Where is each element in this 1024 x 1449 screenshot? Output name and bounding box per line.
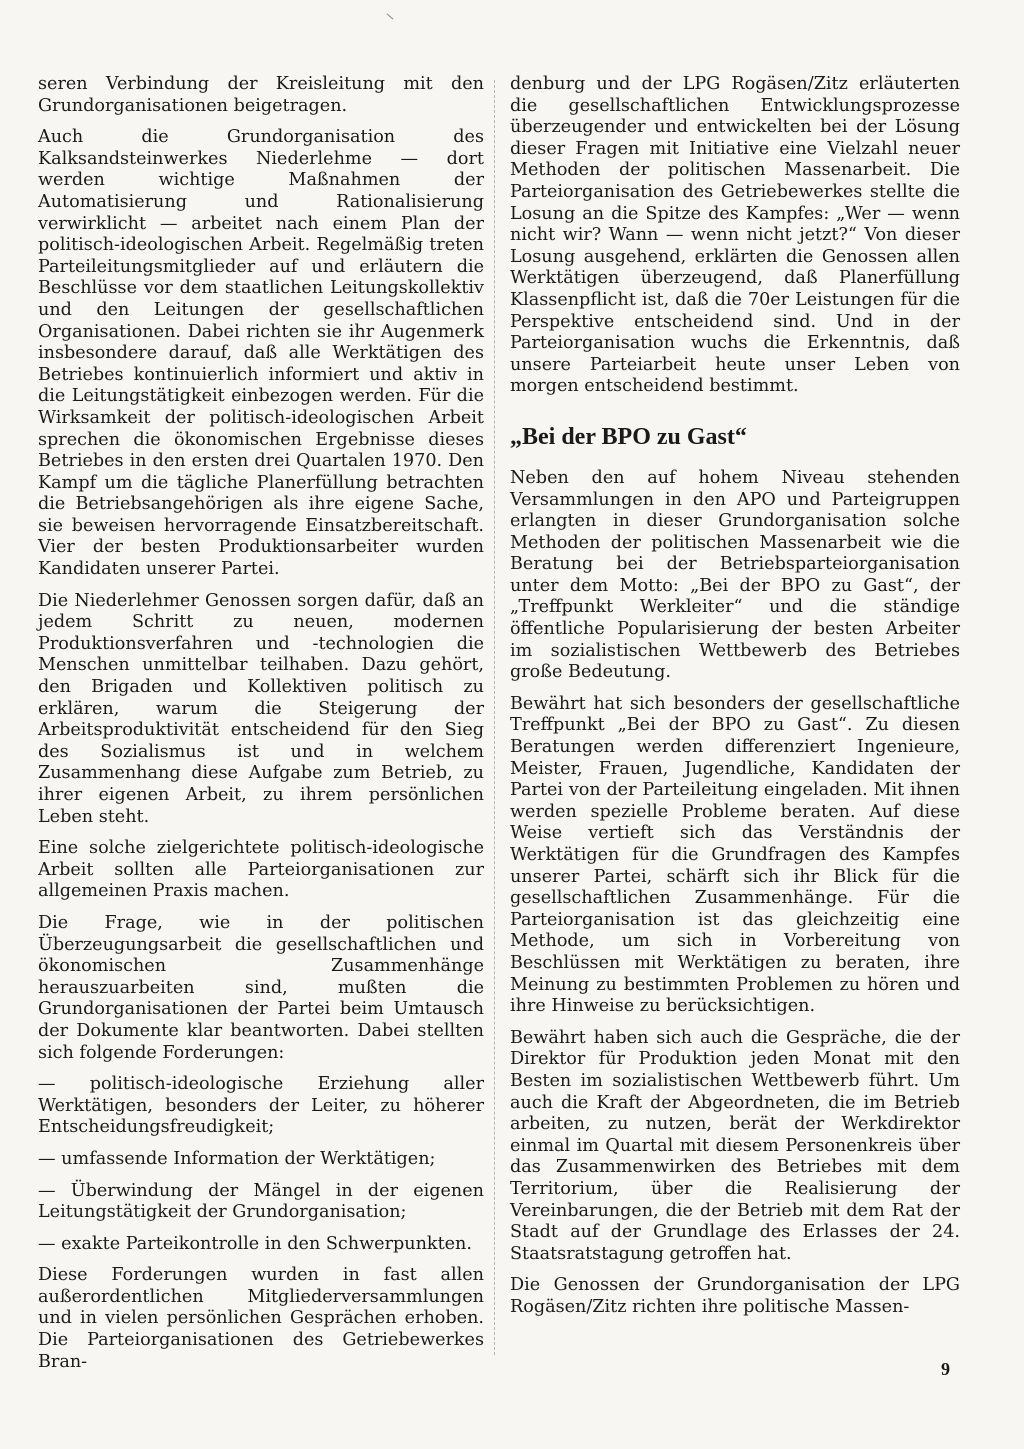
section-heading: „Bei der BPO zu Gast“ <box>510 423 747 450</box>
list-item: — Überwindung der Mängel in der eigenen Leitungstätigkeit der Grundorganisation; <box>38 1180 484 1223</box>
paragraph: Bewährt haben sich auch die Gespräche, die der Direktor für Produktion jeden Monat mit den Besten im sozialistischen Wettbewerb führt. Um auch die Kraft der Abgeordneten, die im Betrieb arbeiten, zu nutzen, berät der Werkdirektor einmal im Quartal mit diesem Personenkreis über das Zusammenwirken des Betriebes mit dem Territorium, über die Realisierung der Vereinbarungen, die der Betrieb mit dem Rat der Stadt auf der Grundlage des Erlasses der 24. Staatsratstagung getroffen hat. <box>510 1027 960 1264</box>
page-number: 9 <box>941 1359 950 1379</box>
scan-mark <box>387 14 394 20</box>
list-item: — umfassende Information der Werktätigen; <box>38 1148 436 1169</box>
list-item: — politisch-ideologische Erziehung aller Werktätigen, besonders der Leiter, zu höherer Entscheidungsfreudigkeit; <box>38 1074 484 1138</box>
paragraph: Neben den auf hohem Niveau stehenden Versammlungen in den APO und Parteigruppen erlangten in dieser Grundorganisation solche Methoden der politischen Massenarbeit wie die Beratung bei der Betriebsparteiorganisation unter dem Motto: „Bei der BPO zu Gast“, der „Treffpunkt Werkleiter“ und die ständige öffentliche Popularisierung der besten Arbeiter im sozialistischen Wettbewerb des Betriebes große Bedeutung. <box>510 467 960 683</box>
paragraph: Die Frage, wie in der politischen Überzeugungsarbeit die gesellschaftlichen und ökonomischen Zusammenhänge herauszuarbeiten sind, mußten die Grundorganisationen der Partei beim Umtausch der Dokumente klar beantworten. Dabei stellten sich folgende Forderungen: <box>38 912 484 1063</box>
list-item: — exakte Parteikontrolle in den Schwerpunkten. <box>38 1233 472 1254</box>
right-column <box>510 74 960 1328</box>
left-column <box>38 74 484 1383</box>
paragraph: Die Niederlehmer Genossen sorgen dafür, daß an jedem Schritt zu neuen, modernen Produktionsverfahren und -technologien die Menschen unmittelbar teilhaben. Dazu gehört, den Brigaden und Kollektiven politisch zu erklären, warum die Steigerung der Arbeitsproduktivität entscheidend für den Sieg des Sozialismus ist und in welchem Zusammenhang diese Aufgabe zum Betrieb, zu ihrer eigenen Arbeit, zu ihrem persönlichen Leben steht. <box>38 590 484 827</box>
paragraph: seren Verbindung der Kreisleitung mit den Grundorganisationen beigetragen. <box>38 74 484 116</box>
paragraph: Auch die Grundorganisation des Kalksandsteinwerkes Niederlehme — dort werden wichtige Maßnahmen der Automatisierung und Rationalisierung verwirklicht — arbeitet nach einem Plan der politisch-ideologischen Arbeit. Regelmäßig treten Parteileitungsmitglieder auf und erläutern die Beschlüsse vor dem staatlichen Leitungskollektiv und den Leitungen der gesellschaftlichen Organisationen. Dabei richten sie ihr Augenmerk insbesondere darauf, daß alle Werktätigen des Betriebes kontinuierlich informiert und aktiv in die Leitungstätigkeit einbezogen werden. Für die Wirksamkeit der politisch-ideologischen Arbeit sprechen die ökonomischen Ergebnisse dieses Betriebes in den ersten drei Quartalen 1970. Den Kampf um die tägliche Planerfüllung betrachten die Betriebsangehörigen als ihre eigene Sache, sie beweisen hervorragende Einsatzbereitschaft. Vier der besten Produktionsarbeiter wurden Kandidaten unserer Partei. <box>38 127 484 580</box>
paragraph: Bewährt hat sich besonders der gesellschaftliche Treffpunkt „Bei der BPO zu Gast“. Zu diesen Beratungen werden differenziert Ingenieure, Meister, Frauen, Jugendliche, Kandidaten der Partei von der Parteileitung eingeladen. Mit ihnen werden spezielle Probleme beraten. Auf diese Weise vertieft sich das Verständnis der Werktätigen für die Grundfragen des Kampfes unserer Partei, schärft sich ihr Blick für die gesellschaftlichen Zusammenhänge. Für die Parteiorganisation ist das gleichzeitig eine Methode, um sich in Vorbereitung von Beschlüssen mit Werktätigen zu beraten, ihre Meinung zu bestimmten Problemen zu hören und ihre Hinweise zu berücksichtigen. <box>510 693 960 1017</box>
paragraph: Eine solche zielgerichtete politisch-ideologische Arbeit sollten alle Parteiorganisationen zur allgemeinen Praxis machen. <box>38 838 484 902</box>
paragraph: Die Genossen der Grundorganisation der LPG Rogäsen/Zitz richten ihre politische Massen- <box>510 1275 960 1317</box>
paragraph: denburg und der LPG Rogäsen/Zitz erläuterten die gesellschaftlichen Entwicklungsprozesse überzeugender und entwickelten bei der Lösung dieser Fragen mit Initiative eine Vielzahl neuer Methoden der politischen Massenarbeit. Die Parteiorganisation des Getriebewerkes stellte die Losung an die Spitze des Kampfes: „Wer — wenn nicht wir? Wann — wenn nicht jetzt?“ Von dieser Losung ausgehend, erklärten die Genossen allen Werktätigen überzeugend, daß Planerfüllung Klassenpflicht ist, daß die 70er Leistungen für die Perspektive entscheidend sind. Und in der Parteiorganisation wuchs die Erkenntnis, daß unsere Parteiarbeit heute unser Leben von morgen entscheidend bestimmt. <box>510 74 960 397</box>
paragraph: Diese Forderungen wurden in fast allen außerordentlichen Mitgliederversammlungen und in vielen persönlichen Gesprächen erhoben. Die Parteiorganisationen des Getriebewerkes Bran- <box>38 1265 484 1372</box>
column-divider <box>494 80 495 1355</box>
